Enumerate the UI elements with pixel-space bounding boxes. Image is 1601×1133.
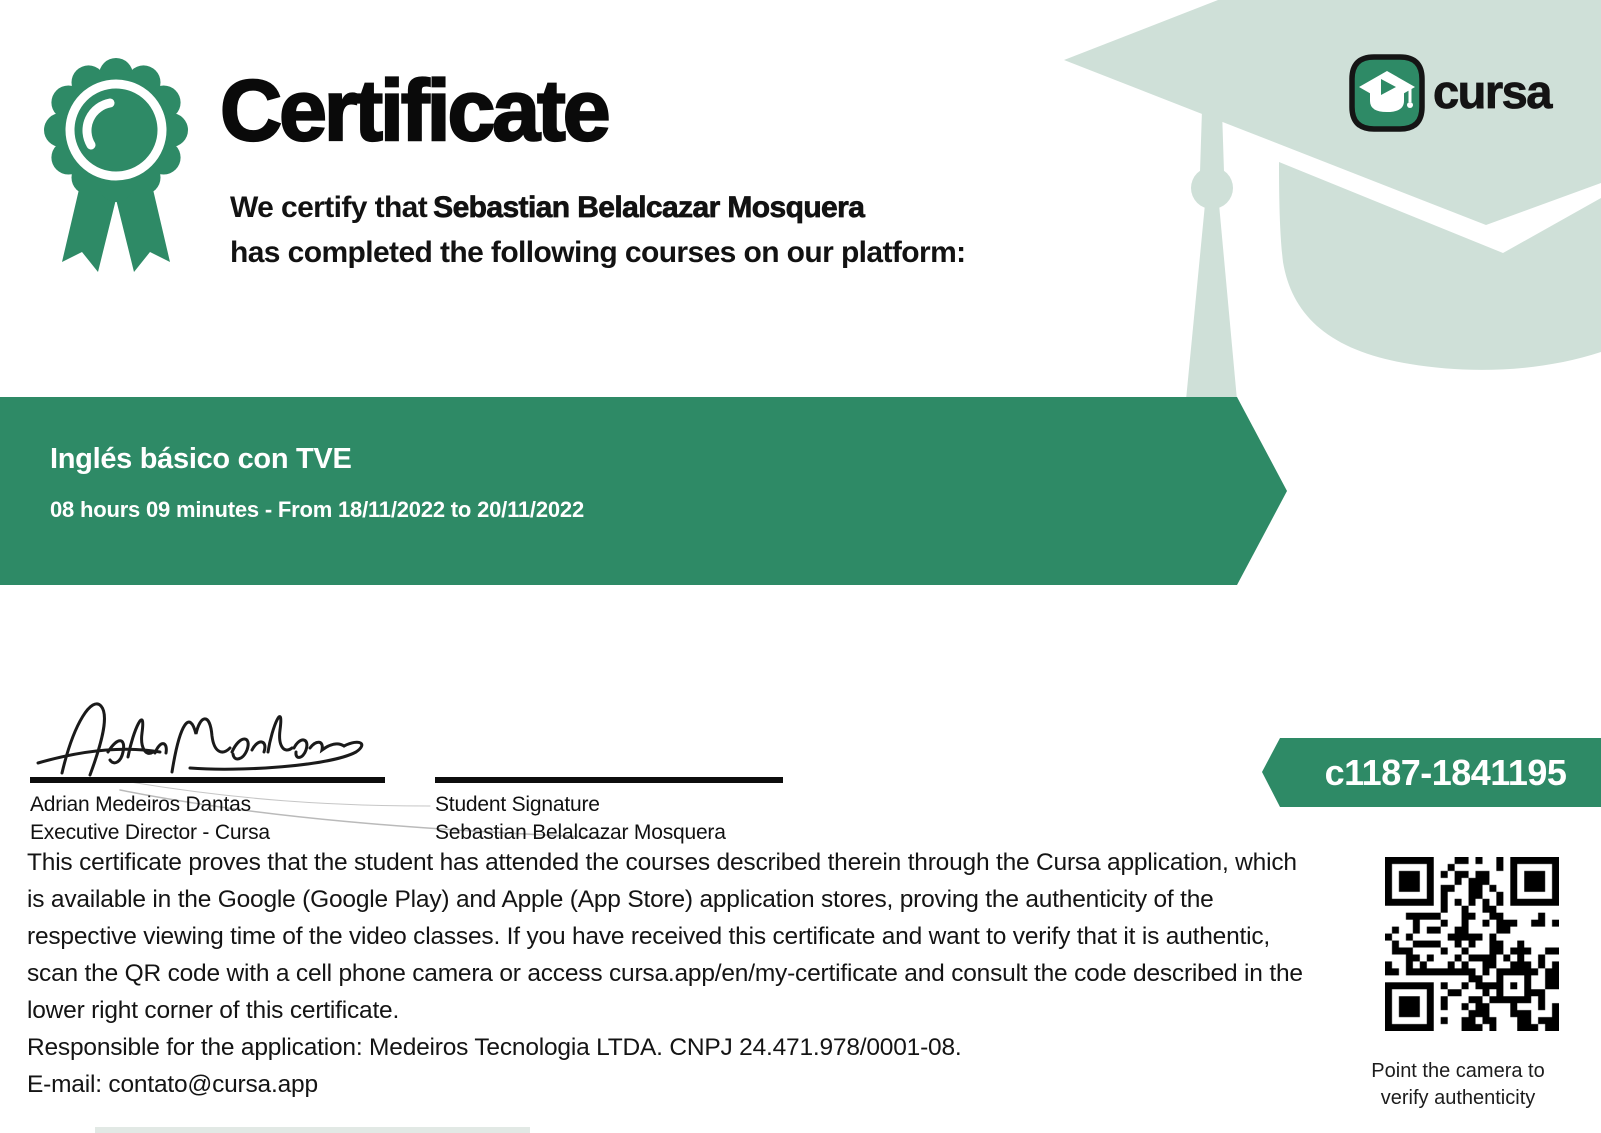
student-name: Sebastian Belalcazar Mosquera <box>433 191 865 224</box>
qr-caption-line-2: verify authenticity <box>1380 1087 1536 1109</box>
paragraph-line: is available in the Google (Google Play) and Apple (App Store) application stores, proving the authenticity of the <box>27 886 1214 913</box>
course-title: Inglés básico con TVE <box>50 443 352 475</box>
certificate-code-badge: c1187-1841195 <box>1324 751 1567 793</box>
qr-caption-line-1: Point the camera to <box>1371 1060 1545 1082</box>
director-name: Adrian Medeiros Dantas <box>30 793 251 816</box>
qr-caption <box>1352 1058 1564 1112</box>
paragraph-line: E-mail: contato@cursa.app <box>27 1071 318 1098</box>
course-banner-shape <box>0 397 1287 585</box>
student-signature-name: Sebastian Belalcazar Mosquera <box>435 820 726 844</box>
cursa-wordmark: cursa <box>1433 64 1551 118</box>
certify-statement <box>230 185 966 275</box>
bottom-strip <box>95 1127 530 1133</box>
legal-paragraph <box>27 844 1317 1103</box>
director-role: Executive Director - Cursa <box>30 820 270 844</box>
paragraph-line: respective viewing time of the video classes. If you have received this certificate and want to verify that it is authentic, <box>27 923 1271 950</box>
director-signature-block <box>30 791 270 846</box>
qr-code <box>1385 857 1559 1031</box>
cursa-logo-icon <box>1349 54 1425 132</box>
medal-icon <box>44 58 188 272</box>
paragraph-line: Responsible for the application: Medeiros Tecnologia LTDA. CNPJ 24.471.978/0001-08. <box>27 1034 962 1061</box>
course-details: 08 hours 09 minutes - From 18/11/2022 to 20/11/2022 <box>50 497 584 522</box>
certify-line-1 <box>230 185 966 230</box>
student-signature-label: Student Signature <box>435 793 600 816</box>
page-title: Certificate <box>220 63 608 159</box>
student-signature-block <box>435 791 726 846</box>
certify-prefix: We certify that <box>230 191 428 224</box>
student-signature-line <box>435 777 783 783</box>
director-signature-line <box>30 777 385 783</box>
tassel <box>1186 110 1237 400</box>
certify-line-2: has completed the following courses on our platform: <box>230 236 966 269</box>
paragraph-line: lower right corner of this certificate. <box>27 997 400 1024</box>
paragraph-line: scan the QR code with a cell phone camera or access cursa.app/en/my-certificate and consult the code described in the <box>27 960 1303 987</box>
cursa-logo <box>1349 54 1551 132</box>
paragraph-line: This certificate proves that the student has attended the courses described therein through the Cursa application, which <box>27 849 1297 876</box>
